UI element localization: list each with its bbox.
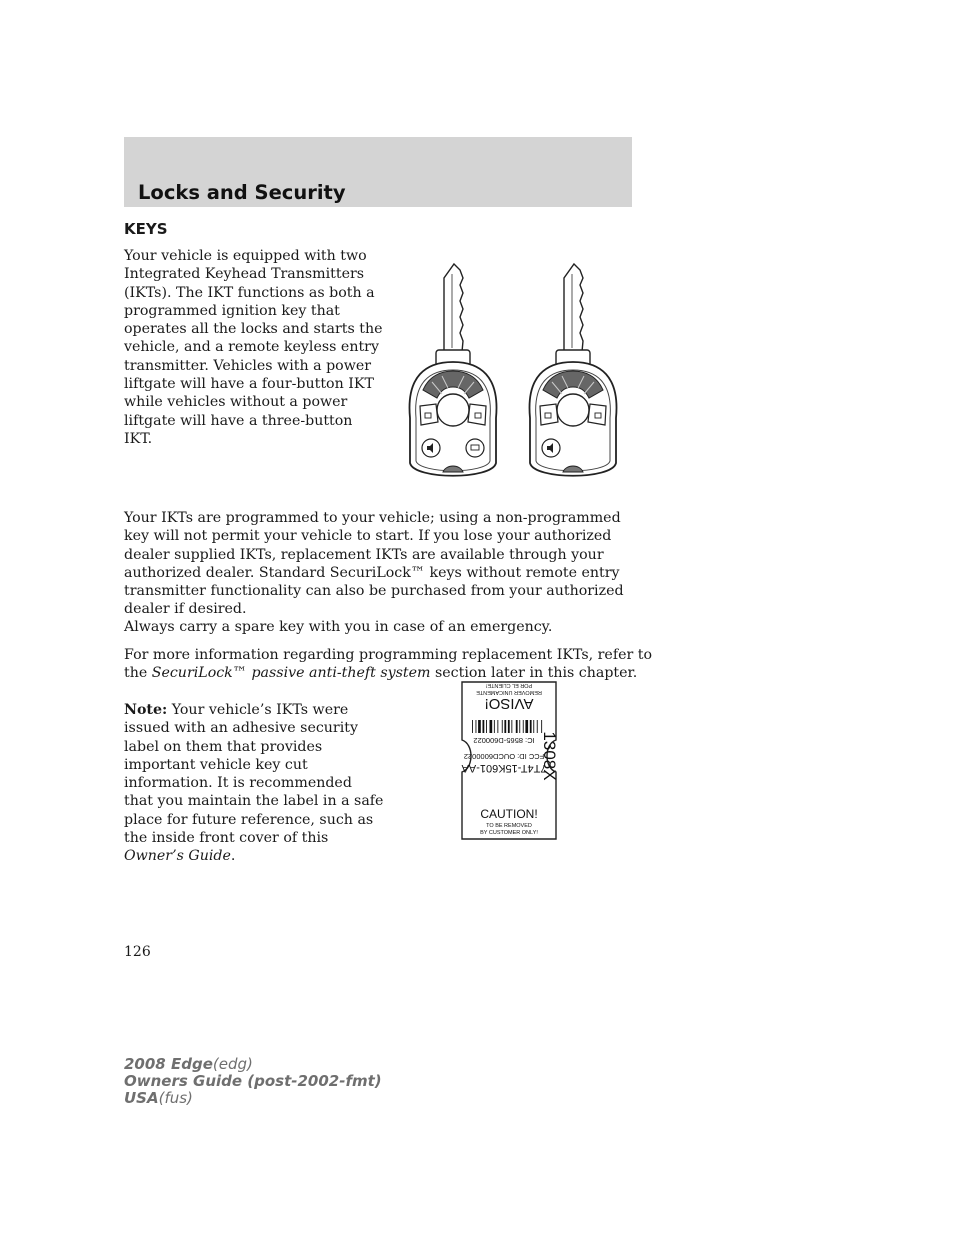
page-number: 126 (124, 944, 151, 960)
note-end: . (230, 848, 236, 865)
barcode-bar (530, 720, 532, 733)
barcode-bar (478, 720, 481, 733)
security-label-illustration (452, 678, 566, 843)
footer-guide-name: Owners Guide (post-2002-fmt) (124, 1072, 382, 1090)
note-body: Your vehicle’s IKTs were issued with an adhesive security label on them that provides important vehicle key cut information. It is recommended that you maintain the label in a safe place for future reference, such as the inside front cover of this (124, 702, 384, 847)
barcode-bar (525, 720, 528, 733)
label-fcc-text: FCC ID: OUCD6000022 (463, 752, 545, 761)
barcode-bar (511, 720, 512, 733)
four-button-ikt-icon (409, 264, 496, 476)
barcode-bar (476, 720, 477, 733)
barcode-bar (537, 720, 538, 733)
barcode-bar (472, 720, 473, 733)
label-aviso-small-1: REMOVER UNICAMENTE (476, 689, 542, 695)
chapter-title: Locks and Security (138, 181, 346, 204)
label-caution-small-1: TO BE REMOVED (486, 823, 532, 829)
document-footer (124, 1056, 382, 1107)
label-part-number: 7T4T-15K601-AA (461, 762, 547, 774)
owners-guide-reference: Owner’s Guide (124, 848, 231, 865)
barcode-bar (533, 720, 534, 733)
label-caution-small-2: BY CUSTOMER ONLY! (480, 830, 538, 836)
barcode-bar (502, 720, 503, 733)
barcode-bar (497, 720, 498, 733)
footer-model: 2008 Edge (124, 1055, 213, 1073)
barcode-bar (494, 720, 495, 733)
barcode-bar (486, 720, 487, 733)
label-aviso-text: AVISO! (484, 695, 534, 712)
securilock-reference: SecuriLock™ passive anti-theft system (151, 665, 431, 682)
label-caution-text: CAUTION! (480, 807, 538, 821)
paragraph-more-info (124, 646, 654, 683)
paragraph-note (124, 701, 384, 866)
barcode-bar (508, 720, 510, 733)
label-aviso-small-2: POR EL CLIENTE! (485, 682, 533, 688)
three-button-ikt-icon (529, 264, 616, 476)
label-key-code: 1308X (540, 731, 559, 781)
barcode-graphic (470, 718, 548, 734)
barcode-bar (483, 720, 485, 733)
label-ic-text: IC: 8565-D600022 (473, 736, 535, 745)
footer-market: USA (124, 1089, 159, 1107)
barcode-bar (516, 720, 518, 733)
ikt-keys-illustration (396, 258, 636, 490)
section-heading-keys: KEYS (124, 220, 168, 238)
barcode-bar (504, 720, 506, 733)
more-info-text-end: section later in this chapter. (430, 665, 638, 682)
paragraph-keys-intro: Your vehicle is equipped with two Integrated Keyhead Transmitters (IKTs). The IKT functions as both a programmed ignition key that operates all the locks and starts the vehicle, and a remote keyless entry transmitter. Vehicles with a power liftgate will have a four-button IKT while vehicles without a power liftgate will have a three-button IKT. (124, 248, 383, 447)
barcode-bar (490, 720, 493, 733)
note-label: Note: (124, 702, 168, 718)
paragraph-ikt-programming: Your IKTs are programmed to your vehicle; using a non-programmed key will not permit your vehicle to start. If you lose your authorized dealer supplied IKTs, replacement IKTs are available through your authorized dealer. Standard SecuriLock™ keys without remote entry transmitter functionality can also be purchased from your authorized dealer if desired. (124, 510, 624, 618)
barcode-bar (523, 720, 524, 733)
paragraph-spare-key: Always carry a spare key with you in case of an emergency. (124, 619, 553, 635)
barcode-bar (519, 720, 520, 733)
footer-model-code: (edg) (212, 1055, 253, 1073)
more-info-text: For more information regarding programming replacement IKTs, refer to the (124, 647, 653, 682)
footer-market-code: (fus) (158, 1089, 193, 1107)
chapter-header-band (124, 137, 632, 207)
